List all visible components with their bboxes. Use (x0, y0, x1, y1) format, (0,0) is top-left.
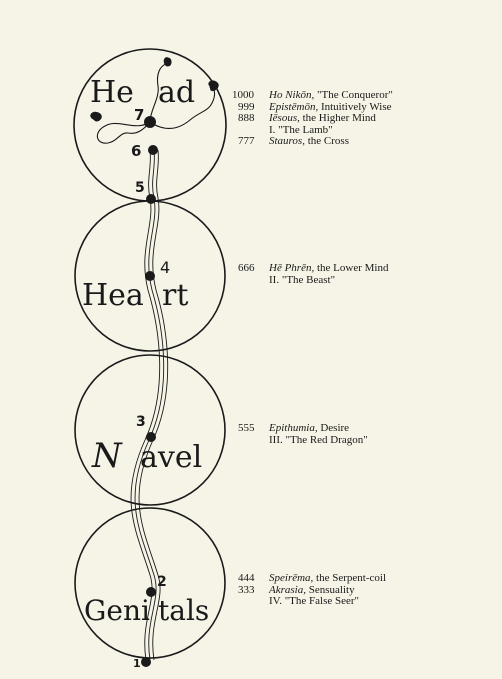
point-label-3: 3 (136, 414, 146, 430)
navel-circle (75, 355, 225, 505)
row-name: Iēsous, (269, 112, 300, 125)
row-desc: IV. "The False Seer" (269, 595, 360, 608)
row-desc: the Serpent-coil (313, 572, 386, 584)
annotation-row (232, 435, 368, 447)
point-7 (144, 116, 156, 128)
row-desc: Intuitively Wise (318, 100, 392, 113)
heart-label-right: rt (162, 278, 189, 313)
point-label-6: 6 (131, 142, 142, 160)
row-desc: II. "The Beast" (269, 273, 336, 286)
row-desc: the Higher Mind (299, 112, 376, 125)
row-number: 666 (238, 262, 255, 274)
row-number: 555 (238, 422, 255, 434)
genitals-label-right: tals (158, 594, 210, 627)
row-name: Epithumia, (269, 422, 318, 434)
navel-label-right: avel (140, 440, 203, 475)
annotation-row (232, 136, 393, 148)
row-desc: the Cross (304, 135, 349, 148)
row-number: 888 (238, 112, 255, 125)
annotation-row (232, 275, 388, 287)
head-annotations (232, 90, 393, 148)
point-5 (146, 194, 156, 204)
row-desc: I. "The Lamb" (269, 123, 333, 136)
point-label-4: 4 (160, 258, 171, 277)
row-name: Ho Nikōn, (269, 89, 315, 101)
point-label-2: 2 (157, 574, 167, 590)
genitals-circle (75, 508, 225, 658)
head-label-left: He (90, 75, 134, 110)
row-name: Epistēmōn, (269, 100, 319, 113)
row-desc: III. "The Red Dragon" (269, 433, 368, 446)
row-desc: "The Conqueror" (314, 89, 393, 101)
row-name: Hē Phrēn, (269, 262, 315, 274)
row-desc: Desire (317, 422, 350, 434)
row-name: Speirēma, (269, 572, 314, 584)
row-name: Stauros, (269, 135, 305, 148)
point-label-7: 7 (134, 106, 145, 124)
annotation-row (232, 596, 386, 608)
genitals-label-left: Geni (84, 594, 150, 627)
row-desc: the Lower Mind (314, 262, 389, 274)
navel-annotations (232, 423, 368, 446)
point-4 (145, 271, 155, 281)
heart-annotations (232, 263, 388, 286)
genitals-annotations (232, 573, 386, 608)
heart-label-left: Hea (82, 278, 144, 313)
point-label-5: 5 (135, 180, 145, 196)
row-name: Akrasia, (269, 583, 306, 596)
point-6 (148, 145, 158, 155)
row-desc: Sensuality (305, 583, 355, 596)
row-number: 999 (238, 100, 255, 113)
head-label-right: ad (158, 75, 196, 110)
point-1 (141, 657, 151, 667)
row-number: 777 (238, 135, 255, 148)
row-number: 1000 (232, 89, 254, 101)
row-number: 444 (238, 572, 255, 584)
point-label-1: 1 (133, 657, 141, 670)
row-number: 333 (238, 583, 255, 596)
navel-label-left: N (92, 436, 122, 476)
